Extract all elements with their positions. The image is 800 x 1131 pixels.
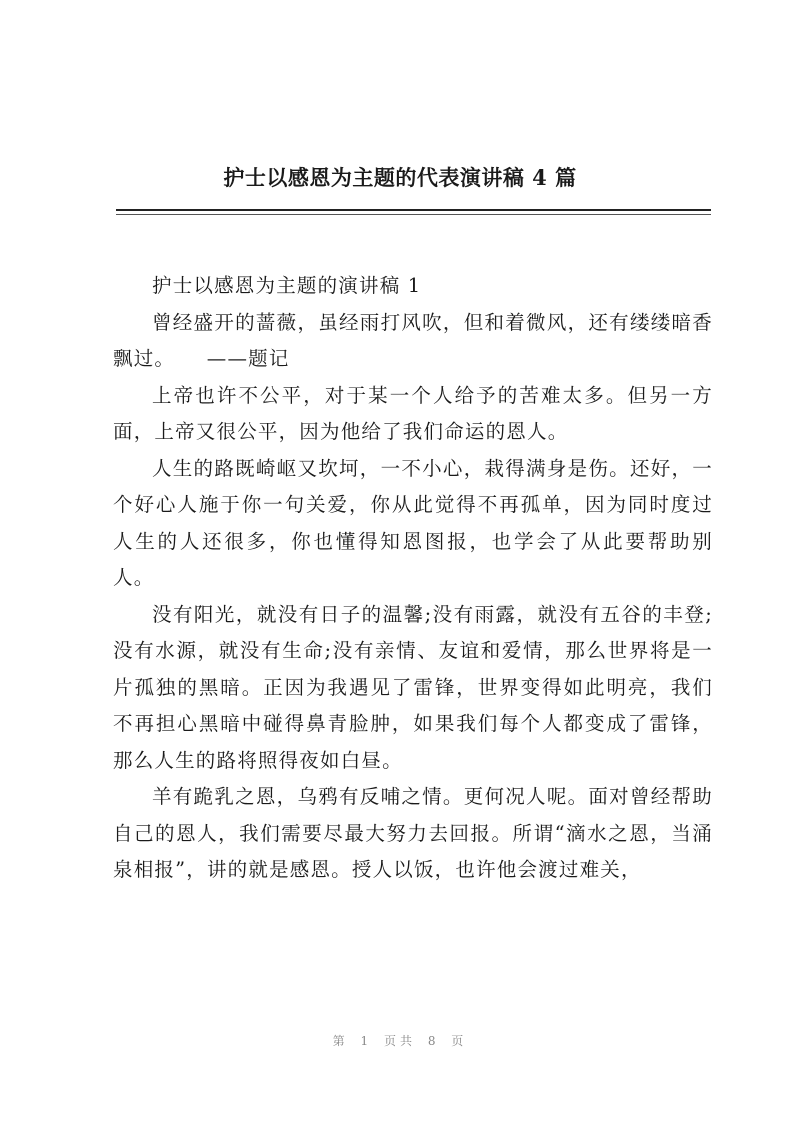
footer-prefix: 第 [332, 1034, 349, 1048]
title-divider-thick [116, 209, 711, 211]
paragraph: 羊有跪乳之恩，乌鸦有反哺之情。更何况人呢。面对曾经帮助自己的恩人，我们需要尽最大努力去回报。所谓“滴水之恩，当涌泉相报”，讲的就是感恩。授人以饭，也许他会渡过难关， [113, 785, 713, 881]
document-body [113, 268, 713, 889]
document-title: 护士以感恩为主题的代表演讲稿 4 篇 [223, 165, 577, 190]
paragraph: 上帝也许不公平，对于某一个人给予的苦难太多。但另一方面，上帝又很公平，因为他给了我们命运的恩人。 [113, 383, 713, 443]
footer-mid: 页共 [383, 1034, 416, 1048]
paragraph: 曾经盛开的蔷薇，虽经雨打风吹，但和着微风，还有缕缕暗香飘过。 ——题记 [113, 310, 713, 370]
footer-suffix: 页 [451, 1034, 468, 1048]
page-footer [0, 1032, 800, 1049]
footer-current-page: 1 [360, 1034, 373, 1048]
paragraph: 人生的路既崎岖又坎坷，一不小心，栽得满身是伤。还好，一个好心人施于你一句关爱，你从此觉得不再孤单，因为同时度过人生的人还很多，你也懂得知恩图报，也学会了从此要帮助别人。 [113, 456, 713, 589]
paragraph: 没有阳光，就没有日子的温馨;没有雨露，就没有五谷的丰登;没有水源，就没有生命;没有亲情、友谊和爱情，那么世界将是一片孤独的黑暗。正因为我遇见了雷锋，世界变得如此明亮，我们不再担心黑暗中碰得鼻青脸肿，如果我们每个人都变成了雷锋，那么人生的路将照得夜如白昼。 [113, 602, 713, 772]
section-heading: 护士以感恩为主题的演讲稿 1 [152, 274, 422, 297]
title-divider-thin [116, 214, 711, 215]
footer-total-pages: 8 [427, 1034, 440, 1048]
